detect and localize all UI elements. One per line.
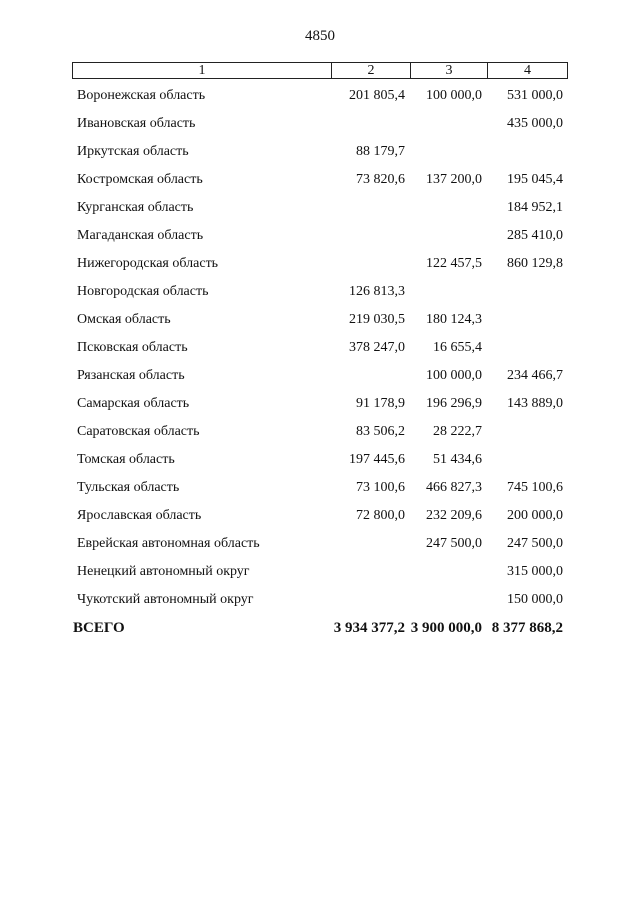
- table-row: [0, 362, 640, 390]
- value-col-3: 28 222,7: [433, 424, 482, 439]
- value-col-3: 122 457,5: [426, 256, 482, 271]
- region-name: Саратовская область: [77, 424, 200, 439]
- value-col-4: 150 000,0: [507, 592, 563, 607]
- table-row: [0, 250, 640, 278]
- region-name: Магаданская область: [77, 228, 204, 243]
- value-col-2: 72 800,0: [356, 508, 405, 523]
- region-name: ВСЕГО: [73, 620, 125, 636]
- value-col-4: 860 129,8: [507, 256, 563, 271]
- region-name: Иркутская область: [77, 144, 189, 159]
- value-col-3: 466 827,3: [426, 480, 482, 495]
- total-row: [0, 614, 640, 642]
- value-col-3: 180 124,3: [426, 312, 482, 327]
- region-name: Ивановская область: [77, 116, 196, 131]
- value-col-4: 435 000,0: [507, 116, 563, 131]
- table-row: [0, 306, 640, 334]
- value-col-4: 531 000,0: [507, 88, 563, 103]
- value-col-2: 91 178,9: [356, 396, 405, 411]
- region-name: Рязанская область: [77, 368, 185, 383]
- value-col-3: 100 000,0: [426, 88, 482, 103]
- value-col-3: 100 000,0: [426, 368, 482, 383]
- region-name: Курганская область: [77, 200, 194, 215]
- value-col-3: 232 209,6: [426, 508, 482, 523]
- table-row: [0, 530, 640, 558]
- region-name: Омская область: [77, 312, 171, 327]
- value-col-4: 285 410,0: [507, 228, 563, 243]
- region-name: Чукотский автономный округ: [77, 592, 254, 607]
- table-row: [0, 418, 640, 446]
- value-col-3: 196 296,9: [426, 396, 482, 411]
- region-name: Костромская область: [77, 172, 203, 187]
- column-header-3: 3: [411, 63, 488, 78]
- value-col-2: 88 179,7: [356, 144, 405, 159]
- column-header-2: 2: [332, 63, 411, 78]
- region-name: Томская область: [77, 452, 175, 467]
- table-row: [0, 558, 640, 586]
- value-col-2: 73 820,6: [356, 172, 405, 187]
- column-header-4: 4: [524, 63, 531, 78]
- table-row: [0, 390, 640, 418]
- value-col-3: 137 200,0: [426, 172, 482, 187]
- region-name: Ярославская область: [77, 508, 202, 523]
- value-col-2: 197 445,6: [349, 452, 405, 467]
- table-row: [0, 138, 640, 166]
- value-col-3: 3 900 000,0: [410, 620, 482, 636]
- value-col-4: 200 000,0: [507, 508, 563, 523]
- value-col-3: 16 655,4: [433, 340, 482, 355]
- region-name: Нижегородская область: [77, 256, 219, 271]
- region-name: Ненецкий автономный округ: [77, 564, 250, 579]
- value-col-2: 3 934 377,2: [333, 620, 405, 636]
- region-name: Самарская область: [77, 396, 190, 411]
- value-col-4: 247 500,0: [507, 536, 563, 551]
- value-col-2: 378 247,0: [349, 340, 405, 355]
- region-name: Новгородская область: [77, 284, 209, 299]
- value-col-3: 247 500,0: [426, 536, 482, 551]
- value-col-3: 51 434,6: [433, 452, 482, 467]
- table-body: [0, 82, 640, 642]
- value-col-4: 8 377 868,2: [491, 620, 563, 636]
- value-col-2: 201 805,4: [349, 88, 405, 103]
- table-row: [0, 474, 640, 502]
- table-row: [0, 446, 640, 474]
- table-row: [0, 502, 640, 530]
- value-col-2: 126 813,3: [349, 284, 405, 299]
- table-row: [0, 334, 640, 362]
- region-name: Псковская область: [77, 340, 188, 355]
- value-col-4: 315 000,0: [507, 564, 563, 579]
- page-number: 4850: [305, 28, 335, 44]
- region-name: Тульская область: [77, 480, 180, 495]
- value-col-4: 745 100,6: [507, 480, 563, 495]
- column-header-row: [72, 62, 568, 79]
- value-col-4: 184 952,1: [507, 200, 563, 215]
- value-col-2: 83 506,2: [356, 424, 405, 439]
- table-row: [0, 82, 640, 110]
- column-header-1: 1: [73, 63, 332, 78]
- table-row: [0, 166, 640, 194]
- value-col-4: 234 466,7: [507, 368, 563, 383]
- table-row: [0, 110, 640, 138]
- region-name: Еврейская автономная область: [77, 536, 260, 551]
- table-row: [0, 194, 640, 222]
- value-col-2: 219 030,5: [349, 312, 405, 327]
- table-row: [0, 586, 640, 614]
- value-col-4: 143 889,0: [507, 396, 563, 411]
- value-col-2: 73 100,6: [356, 480, 405, 495]
- region-name: Воронежская область: [77, 88, 206, 103]
- table-row: [0, 278, 640, 306]
- value-col-4: 195 045,4: [507, 172, 563, 187]
- table-row: [0, 222, 640, 250]
